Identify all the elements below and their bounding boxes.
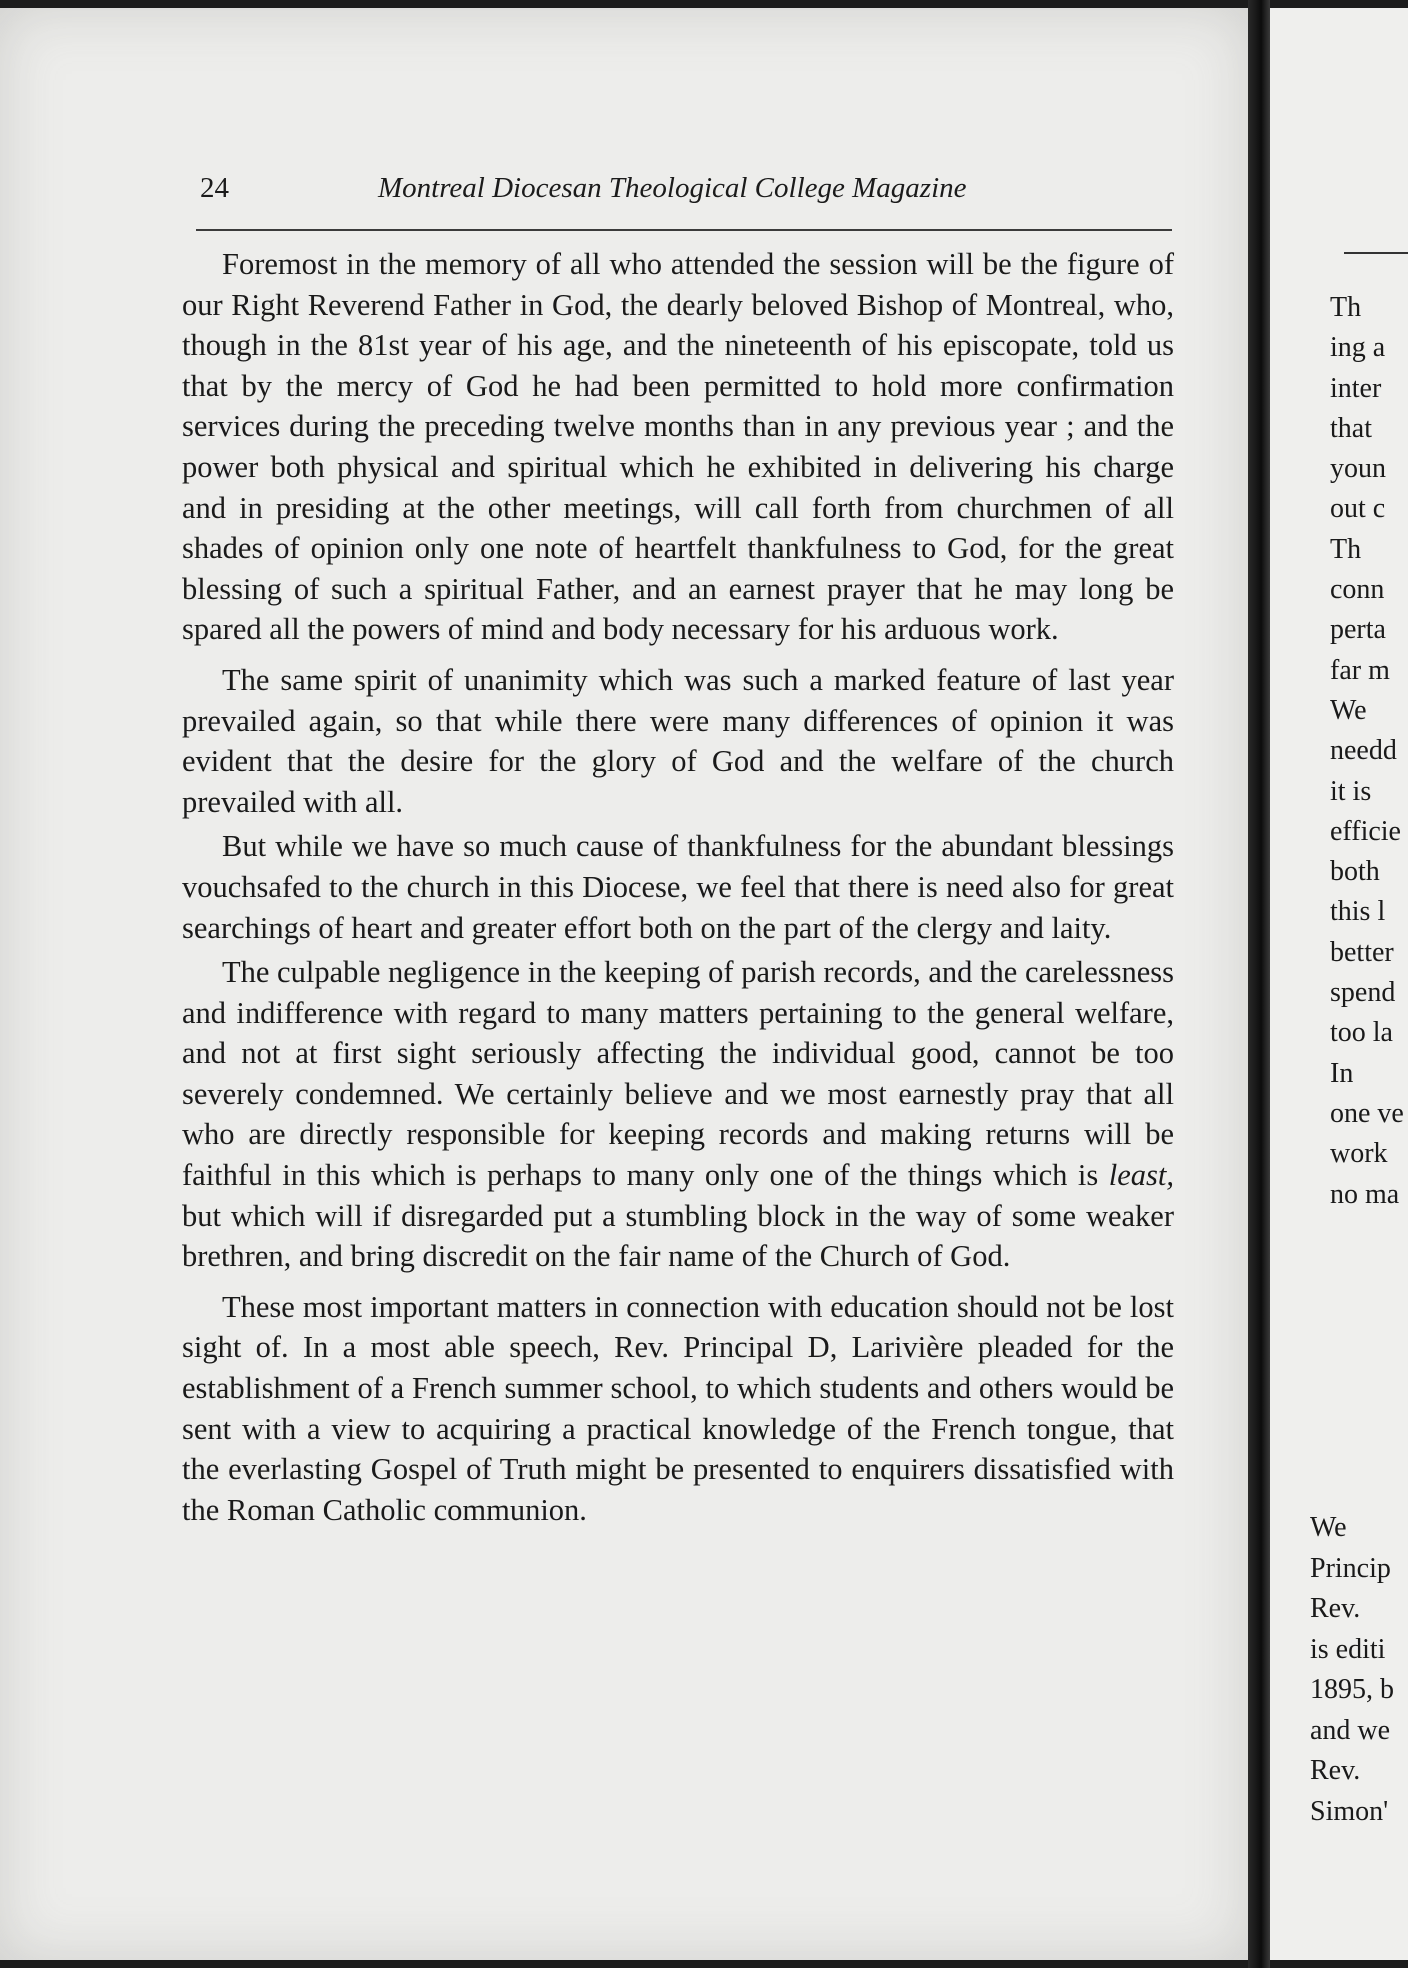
page-header	[196, 166, 1172, 218]
facing-bottom-line: Simon'	[1310, 1795, 1389, 1827]
facing-top-line: it is	[1330, 775, 1372, 807]
facing-page-bottom-text	[1310, 1508, 1408, 1832]
facing-top-line: Th	[1330, 533, 1362, 565]
facing-top-line: ing a	[1330, 332, 1386, 364]
facing-top-line: better	[1330, 936, 1394, 968]
facing-top-line: youn	[1330, 453, 1386, 485]
article-body	[182, 244, 1174, 1540]
facing-top-line: conn	[1330, 574, 1385, 606]
facing-top-line: too la	[1330, 1017, 1393, 1049]
header-rule	[196, 229, 1172, 231]
facing-top-line: out c	[1330, 493, 1386, 525]
emphasis-least: least,	[1108, 1158, 1174, 1193]
facing-bottom-line: is editi	[1310, 1633, 1386, 1665]
facing-top-line: inter	[1330, 372, 1382, 404]
facing-bottom-line: Rev.	[1310, 1593, 1361, 1624]
book-gutter	[1248, 0, 1270, 1968]
paragraph-bishop: Foremost in the memory of all who attended the session will be the figure of our Right Reverend Father in God, the dearly beloved Bishop of Montreal, who, though in the 81st year of his age, and the nineteenth of his episcopate, told us that by the mercy of God he had been permitted to hold more confirmation services during the preceding twelve months than in any previous year ; and the power both physical and spiritual which he exhibited in delivering his charge and in presiding at the other meetings, will call forth from churchmen of all shades of opinion only one note of heartfelt thankfulness to God, for the great blessing of such a spiritual Father, and an earnest prayer that he may long be spared all the powers of mind and body necessary for his arduous work.	[182, 247, 1174, 647]
facing-top-line: that	[1330, 412, 1372, 444]
facing-top-line: work	[1330, 1138, 1388, 1170]
facing-bottom-line: Rev.	[1310, 1755, 1361, 1786]
facing-top-line: both	[1330, 856, 1380, 888]
running-title: Montreal Diocesan Theological College Magazine	[378, 172, 967, 204]
facing-top-line: far m	[1330, 654, 1390, 686]
facing-top-line: Th	[1330, 292, 1362, 323]
page-number: 24	[200, 172, 229, 204]
facing-top-line: needd	[1330, 735, 1397, 767]
facing-top-line: this l	[1330, 896, 1386, 928]
facing-bottom-line: and we	[1310, 1714, 1391, 1746]
paragraph-parish-records-tail: but which will if disregarded put a stumbling block in the way of some weaker brethren, and bring discredit on the fair name of the Church of God.	[182, 1198, 1174, 1274]
facing-top-line: no ma	[1330, 1178, 1400, 1210]
facing-top-line: spend	[1330, 977, 1396, 1009]
facing-bottom-line: Princip	[1310, 1552, 1391, 1584]
facing-top-line: In	[1330, 1057, 1354, 1089]
facing-top-line: one ve	[1330, 1097, 1404, 1129]
facing-top-line: We	[1330, 694, 1367, 726]
paragraph-parish-records-text: The culpable negligence in the keeping of parish records, and the carelessness and indifference with regard to many matters pertaining to the general welfare, and not at first sight seriously affecting the individual good, cannot be too severely condemned. We certainly believe and we most earnestly pray that all who are directly responsible for keeping records and making returns will be faithful in this which is perhaps to many only one of the things which is	[182, 955, 1174, 1193]
facing-bottom-line: We	[1310, 1512, 1347, 1543]
paragraph-parish-records	[182, 952, 1174, 1277]
facing-top-line: perta	[1330, 614, 1386, 646]
paragraph-education: These most important matters in connection with education should not be lost sight of. In a most able speech, Rev. Principal D, Larivière pleaded for the establishment of a French summer school, to which students and others would be sent with a view to acquiring a practical knowledge of the French tongue, that the everlasting Gospel of Truth might be presented to enquirers dissatisfied with the Roman Catholic communion.	[182, 1289, 1174, 1527]
facing-page	[1270, 8, 1408, 1960]
paragraph-unanimity: The same spirit of unanimity which was such a marked feature of last year prevailed again, so that while there were many differences of opinion it was evident that the desire for the glory of God and the welfare of the church prevailed with all.	[182, 662, 1174, 819]
left-page	[0, 8, 1248, 1960]
paragraph-thankfulness: But while we have so much cause of thankfulness for the abundant blessings vouchsafed to the church in this Diocese, we feel that there is need also for great searchings of heart and greater effort both on the part of the clergy and laity.	[182, 829, 1174, 945]
facing-top-line: efficie	[1330, 815, 1401, 847]
facing-page-top-text	[1330, 288, 1408, 1215]
facing-page-rule	[1344, 252, 1408, 254]
facing-bottom-line: 1895, b	[1310, 1674, 1394, 1705]
